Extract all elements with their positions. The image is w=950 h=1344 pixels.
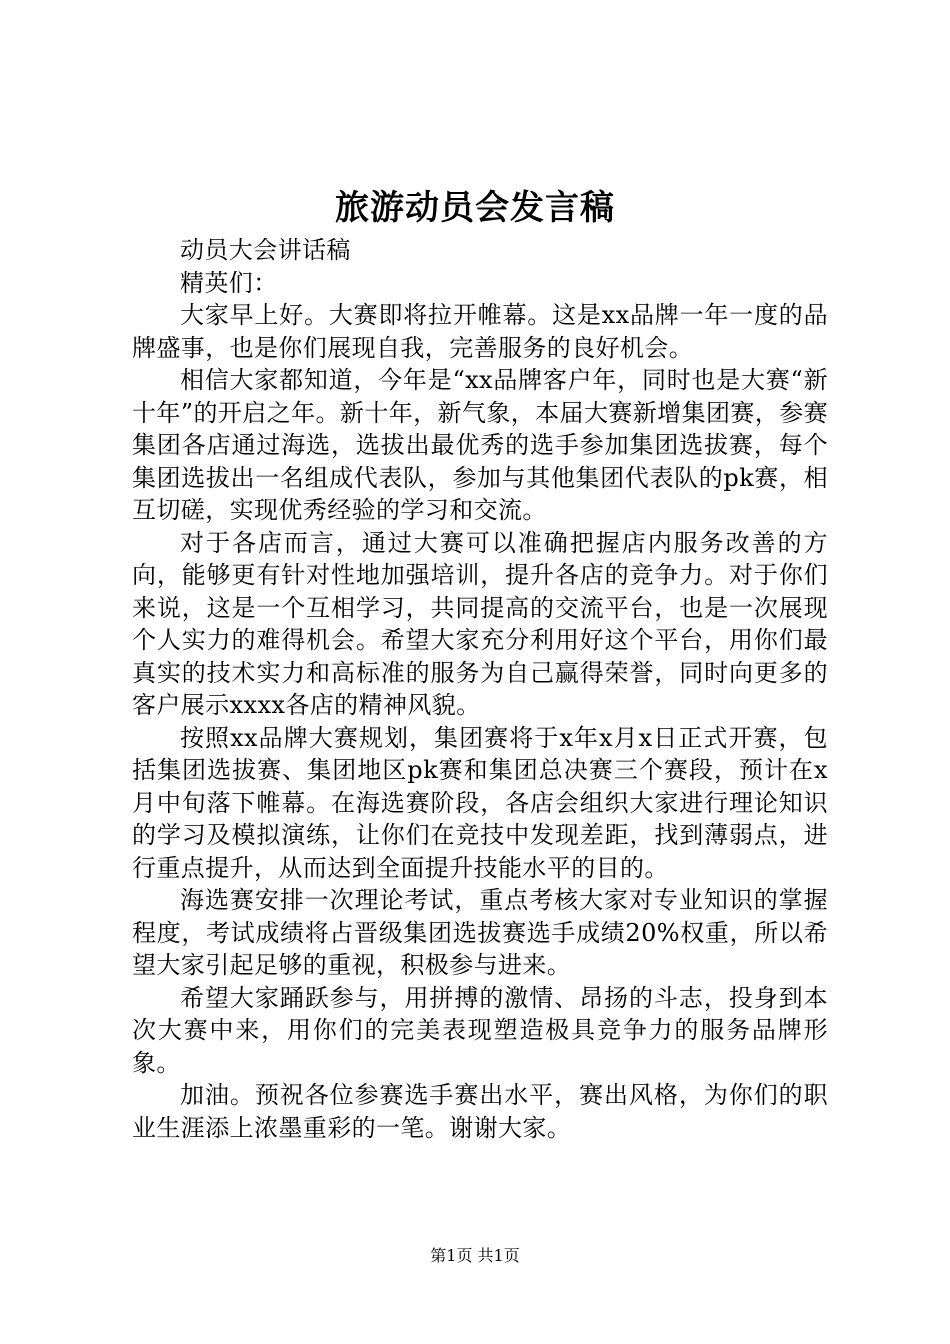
paragraph: 大家早上好。大赛即将拉开帷幕。这是xx品牌一年一度的品牌盛事，也是你们展现自我，完善服务的良好机会。 bbox=[132, 301, 828, 362]
paragraph: 对于各店而言，通过大赛可以准确把握店内服务改善的方向，能够更有针对性地加强培训，提升各店的竞争力。对于你们来说，这是一个互相学习，共同提高的交流平台，也是一次展现个人实力的难得机会。希望大家充分利用好这个平台，用你们最真实的技术实力和高标准的服务为自己赢得荣誉，同时向更多的客户展示xxxx各店的精神风貌。 bbox=[132, 528, 828, 719]
paragraph: 加油。预祝各位参赛选手赛出水平，赛出风格，为你们的职业生涯添上浓墨重彩的一笔。谢谢大家。 bbox=[132, 1081, 828, 1142]
document-body bbox=[132, 234, 828, 1144]
page-footer: 第1页 共1页 bbox=[430, 1246, 520, 1265]
paragraph: 海选赛安排一次理论考试，重点考核大家对专业知识的掌握程度，考试成绩将占晋级集团选拔赛选手成绩20%权重，所以希望大家引起足够的重视，积极参与进来。 bbox=[132, 886, 828, 979]
paragraph-salutation: 精英们： bbox=[180, 268, 278, 297]
document-title: 旅游动员会发言稿 bbox=[335, 188, 615, 228]
paragraph: 按照xx品牌大赛规划，集团赛将于x年x月x日正式开赛，包括集团选拔赛、集团地区pk赛和集团总决赛三个赛段，预计在x月中旬落下帷幕。在海选赛阶段，各店会组织大家进行理论知识的学习及模拟演练，让你们在竞技中发现差距，找到薄弱点，进行重点提升，从而达到全面提升技能水平的目的。 bbox=[132, 723, 828, 882]
paragraph: 相信大家都知道，今年是“xx品牌客户年，同时也是大赛“新十年”的开启之年。新十年，新气象，本届大赛新增集团赛，参赛集团各店通过海选，选拔出最优秀的选手参加集团选拔赛，每个集团选拔出一名组成代表队，参加与其他集团代表队的pk赛，相互切磋，实现优秀经验的学习和交流。 bbox=[132, 366, 828, 524]
paragraph: 希望大家踊跃参与，用拼搏的激情、昂扬的斗志，投身到本次大赛中来，用你们的完美表现塑造极具竞争力的服务品牌形象。 bbox=[132, 983, 828, 1077]
paragraph-subtitle: 动员大会讲话稿 bbox=[180, 236, 351, 264]
